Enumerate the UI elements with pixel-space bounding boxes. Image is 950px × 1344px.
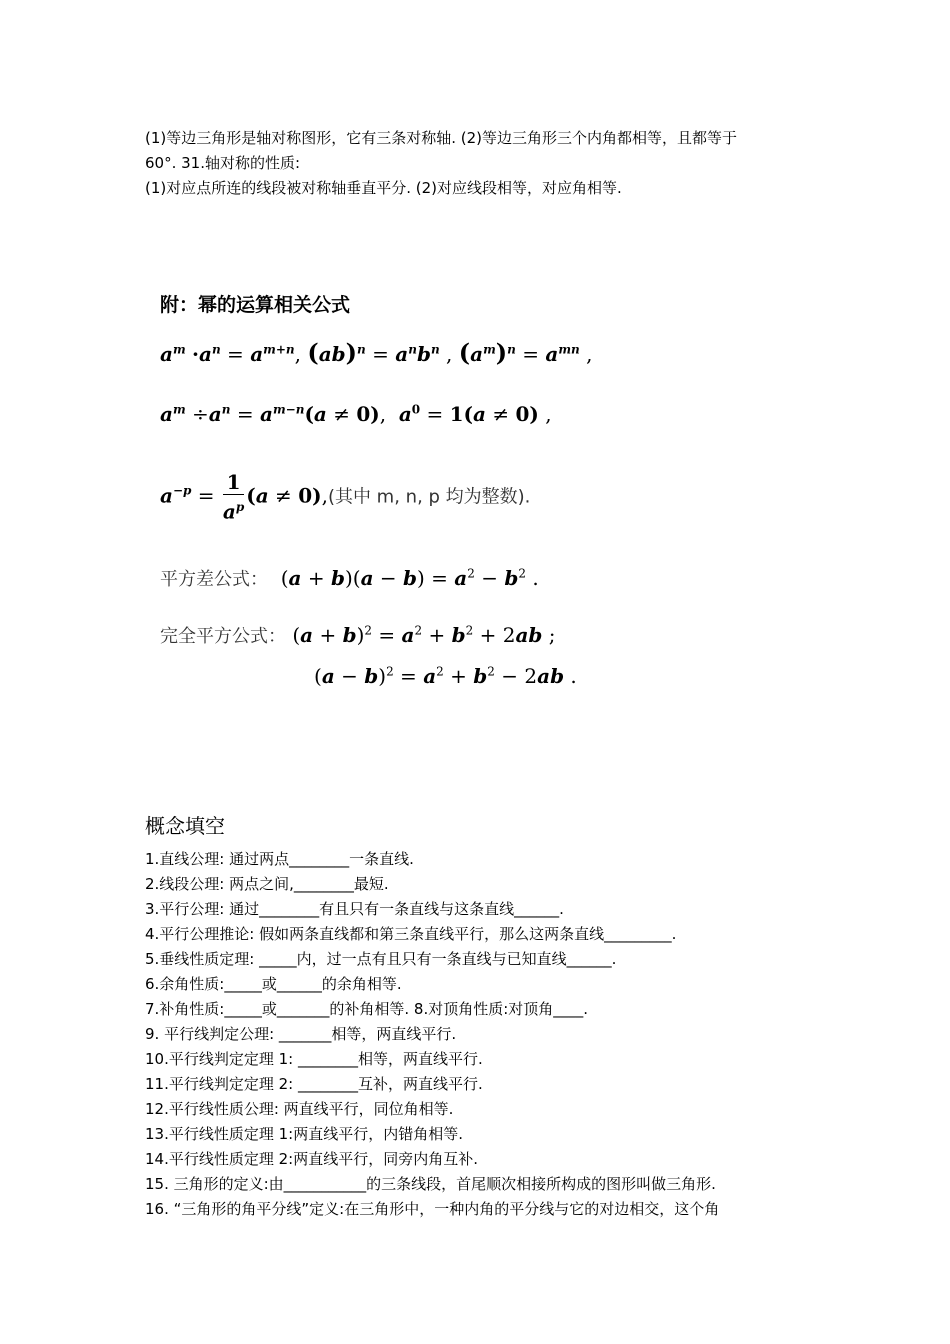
- list-item: 13.平行线性质定理 1:两直线平行，内错角相等.: [145, 1125, 463, 1143]
- intro-line-2: 60°. 31.轴对称的性质:: [145, 154, 301, 172]
- list-item: 12.平行线性质公理: 两直线平行，同位角相等.: [145, 1100, 454, 1118]
- formula-negative-exponent: $a^{-p}$ = $\frac{1}{a^p}$ (a ≠ 0),(其中 m, n, p 均为整数).: [160, 470, 531, 524]
- formula-division-zero: $a^m \div a^n = a^{m-n}(a \ne 0)$, $a^0 = 1(a \ne 0)$ ,: [160, 402, 552, 426]
- list-item: 1.直线公理: 通过两点________一条直线.: [145, 850, 414, 868]
- perfect-square-label: 完全平方公式：: [160, 626, 286, 647]
- formula-power-rules: $a^m \cdot a^n = a^{m+n}$, $(ab)^n = a^nb^n$ , $(a^m)^n = a^{mn}$ ,: [160, 338, 593, 367]
- list-item: 7.补角性质:_____或_______的补角相等. 8.对顶角性质:对顶角____.: [145, 1000, 589, 1018]
- list-item: 4.平行公理推论: 假如两条直线都和第三条直线平行，那么这两条直线_________.: [145, 925, 677, 943]
- intro-line-1: (1)等边三角形是轴对称图形，它有三条对称轴. (2)等边三角形三个内角都相等，且都等于: [145, 129, 738, 147]
- intro-line-3: (1)对应点所连的线段被对称轴垂直平分. (2)对应线段相等，对应角相等.: [145, 179, 622, 197]
- list-item: 16. “三角形的角平分线”定义:在三角形中，一种内角的平分线与它的对边相交，这个角: [145, 1200, 720, 1218]
- list-item: 11.平行线判定定理 2: ________互补，两直线平行.: [145, 1075, 483, 1093]
- list-item: 2.线段公理: 两点之间,________最短.: [145, 875, 389, 893]
- list-item: 3.平行公理: 通过________有且只有一条直线与这条直线______.: [145, 900, 564, 918]
- list-item: 9. 平行线判定公理: _______相等，两直线平行.: [145, 1025, 457, 1043]
- list-item: 15. 三角形的定义:由___________的三条线段，首尾顺次相接所构成的图形叫做三角形.: [145, 1175, 716, 1193]
- square-diff-label: 平方差公式：: [160, 569, 268, 590]
- list-item: 5.垂线性质定理: _____内，过一点有且只有一条直线与已知直线______.: [145, 950, 617, 968]
- formula-heading: 附：幂的运算相关公式: [160, 294, 351, 316]
- formula-perfect-square-minus: $(a - b)^2 = a^2 + b^2 - 2ab$ .: [314, 664, 577, 688]
- list-item: 10.平行线判定定理 1: ________相等，两直线平行.: [145, 1050, 483, 1068]
- section-title: 概念填空: [145, 814, 225, 838]
- list-item: 6.余角性质:_____或______的余角相等.: [145, 975, 402, 993]
- formula-square-difference: 平方差公式： $(a + b)(a - b) = a^2 - b^2$ .: [160, 566, 539, 590]
- list-item: 14.平行线性质定理 2:两直线平行，同旁内角互补.: [145, 1150, 478, 1168]
- formula-perfect-square-plus: 完全平方公式： $(a + b)^2 = a^2 + b^2 + 2ab$ ;: [160, 623, 556, 647]
- formula-note: (其中 m, n, p 均为整数).: [327, 486, 531, 508]
